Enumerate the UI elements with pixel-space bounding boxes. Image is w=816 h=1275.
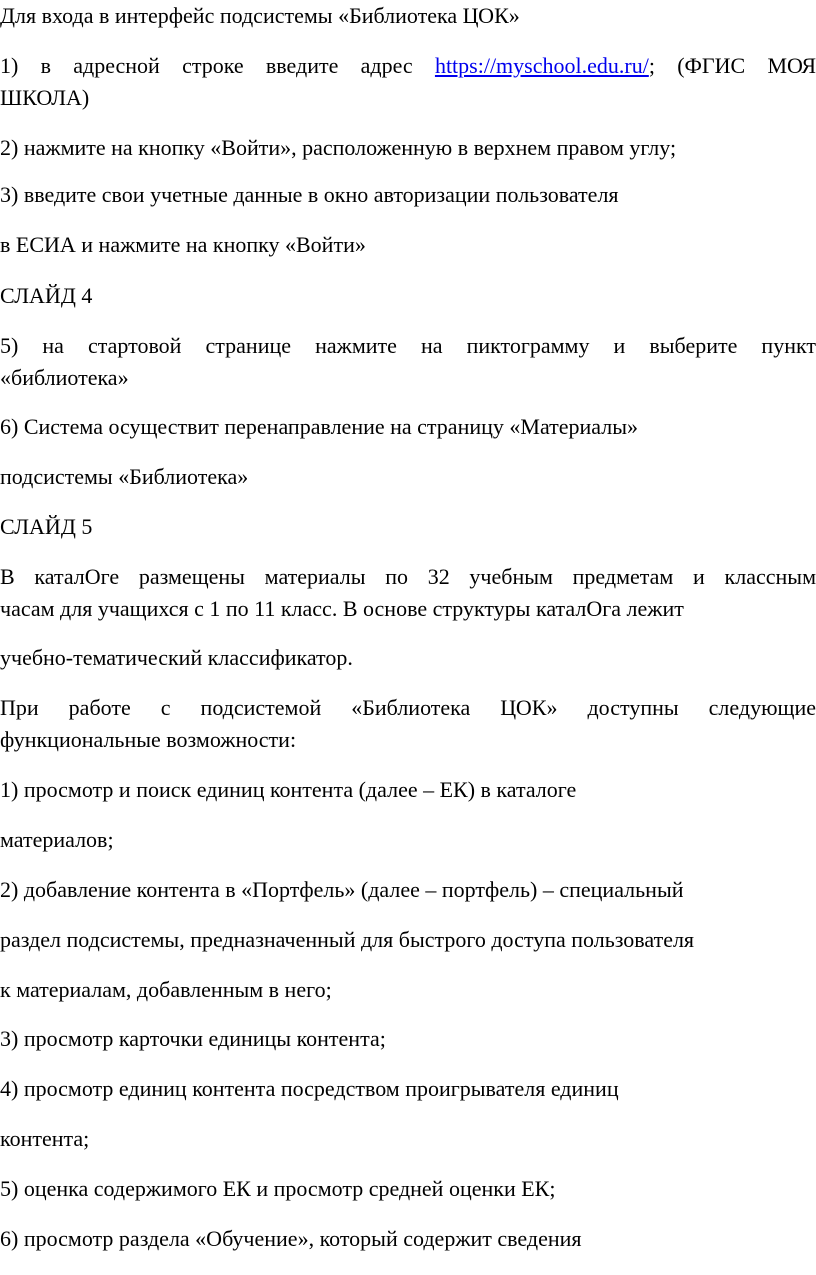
feature-2-continuation-1: раздел подсистемы, предназначенный для быстрого доступа пользователя: [0, 927, 695, 952]
feature-3-line: 3) просмотр карточки единицы контента;: [0, 1026, 386, 1051]
feature-2-line: 2) добавление контента в «Портфель» (далее – портфель) – специальный: [0, 877, 684, 902]
catalog-line-1: В каталОге размещены материалы по 32 учебным предметам и классным: [0, 564, 816, 589]
myschool-link[interactable]: https://myschool.edu.ru/: [434, 53, 649, 78]
catalog-line-3: учебно-тематический классификатор.: [0, 645, 353, 670]
features-intro-line-2: функциональные возможности:: [0, 727, 297, 752]
step-3-continuation: в ЕСИА и нажмите на кнопку «Войти»: [0, 232, 366, 257]
step-2-line: 2) нажмите на кнопку «Войти», расположенную в верхнем правом углу;: [0, 135, 677, 160]
feature-4-line: 4) просмотр единиц контента посредством проигрывателя единиц: [0, 1076, 619, 1101]
feature-5-line: 5) оценка содержимого ЕК и просмотр средней оценки ЕК;: [0, 1176, 556, 1201]
step-1-continuation: ШКОЛА): [0, 85, 90, 110]
feature-4-continuation: контента;: [0, 1126, 90, 1151]
step-1-prefix: 1) в адресной строке введите адрес: [0, 53, 413, 78]
step-1-line: [0, 52, 816, 80]
feature-6-line: 6) просмотр раздела «Обучение», который содержит сведения: [0, 1226, 582, 1251]
step-6-continuation: подсистемы «Библиотека»: [0, 464, 249, 489]
features-intro-line-1: При работе с подсистемой «Библиотека ЦОК» доступны следующие: [0, 695, 816, 720]
feature-2-continuation-2: к материалам, добавленным в него;: [0, 977, 332, 1002]
step-6-line: 6) Система осуществит перенаправление на страницу «Материалы»: [0, 414, 639, 439]
feature-1-line: 1) просмотр и поиск единиц контента (далее – ЕК) в каталоге: [0, 777, 577, 802]
intro-line: Для входа в интерфейс подсистемы «Библиотека ЦОК»: [0, 3, 520, 28]
feature-1-continuation: материалов;: [0, 827, 114, 852]
catalog-line-2: часам для учащихся с 1 по 11 класс. В основе структуры каталОга лежит: [0, 596, 684, 621]
step-5-continuation: «библиотека»: [0, 365, 129, 390]
slide-5-heading: СЛАЙД 5: [0, 514, 93, 539]
step-5-line: 5) на стартовой странице нажмите на пиктограмму и выберите пункт: [0, 333, 816, 358]
slide-4-heading: СЛАЙД 4: [0, 283, 93, 308]
step-1-suffix: ; (ФГИС МОЯ: [648, 53, 816, 78]
step-3-line: 3) введите свои учетные данные в окно авторизации пользователя: [0, 182, 619, 207]
